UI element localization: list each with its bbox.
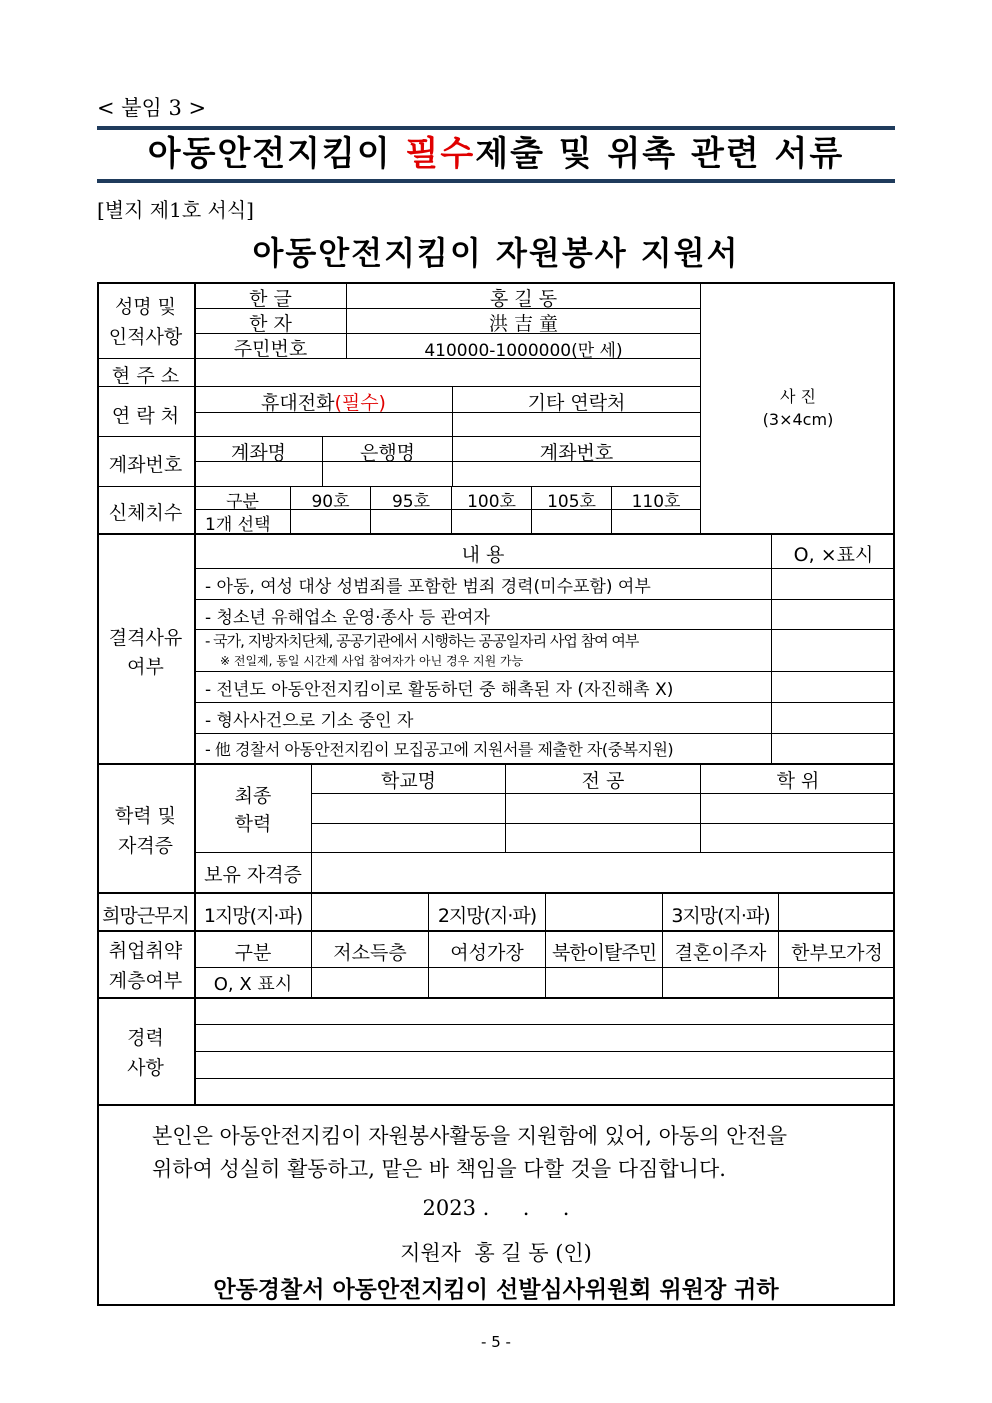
account-label: 계좌번호 [108, 454, 183, 476]
page-number: - 5 - [481, 1333, 511, 1351]
other-contact-label: 기타 연락처 [527, 392, 626, 414]
divider [195, 599, 895, 600]
category-marriage-immigrant: 결혼이주자 [674, 942, 767, 964]
final-education-line2: 학력 [234, 813, 272, 835]
hangul-label: 한 글 [249, 288, 292, 310]
divider [195, 967, 895, 968]
category-low-income: 저소득층 [333, 942, 407, 964]
divider [195, 1024, 895, 1025]
account-holder-label: 계좌명 [230, 442, 287, 464]
disqualification-label-line1: 결격사유 [108, 627, 183, 649]
body-size-label: 신체치수 [108, 502, 183, 524]
category-north-korean-defector: 북한이탈주민 [551, 942, 657, 964]
personal-label-line1: 성명 및 [114, 296, 177, 318]
mobile-header [195, 388, 452, 415]
hanja-name[interactable]: 洪 吉 童 [488, 313, 559, 335]
school-name-label: 학교명 [380, 770, 437, 792]
personal-label-line2: 인적사항 [108, 326, 183, 348]
addressee: 안동경찰서 아동안전지킴이 선발심사위원회 위원장 귀하 [213, 1277, 779, 1303]
divider [195, 1051, 895, 1052]
mobile-required: (필수) [334, 392, 386, 414]
title-part-2: 제출 및 위촉 관련 서류 [475, 134, 845, 174]
divider [778, 894, 779, 930]
id-number-value[interactable]: 410000-1000000(만 세) [424, 341, 623, 361]
divider [311, 823, 895, 824]
divider [195, 568, 895, 569]
photo-column-divider [700, 283, 701, 533]
size-90: 90호 [311, 492, 350, 512]
content-header: 내 용 [461, 544, 505, 566]
second-choice-label: 2지망(지·파) [437, 905, 537, 927]
education-label-line1: 학력 및 [114, 805, 177, 827]
title-bottom-rule [97, 179, 895, 183]
disqualification-item-3: - 국가, 지방자치단체, 공공기관에서 시행하는 공공일자리 사업 참여 여부 [205, 632, 639, 650]
bank-name-label: 은행명 [359, 442, 416, 464]
vulnerable-label-line2: 계층여부 [108, 970, 183, 992]
divider [545, 894, 546, 930]
category-single-parent: 한부모가정 [791, 942, 883, 964]
form-number: [별지 제1호 서식] [97, 198, 254, 222]
career-label-line2: 사항 [127, 1057, 164, 1079]
mobile-label: 휴대전화 [261, 392, 335, 414]
divider [311, 793, 895, 794]
disqualification-item-6: - 他 경찰서 아동안전지킴이 모집공고에 지원서를 제출한 자(중복지원) [205, 740, 674, 759]
hangul-name[interactable]: 홍 길 동 [489, 288, 558, 310]
divider [97, 1104, 895, 1106]
certificate-label: 보유 자격증 [204, 864, 302, 886]
pledge-line-1: 본인은 아동안전지킴이 자원봉사활동을 지원함에 있어, 아동의 안전을 [152, 1124, 788, 1148]
disqualification-item-1: - 아동, 여성 대상 성범죄를 포함한 범죄 경력(미수포함) 여부 [205, 577, 651, 597]
disqualification-item-5: - 형사사건으로 기소 중인 자 [205, 711, 414, 731]
third-choice-label: 3지망(지·파) [671, 905, 770, 927]
size-95: 95호 [391, 492, 431, 512]
disqualification-label-line2: 여부 [127, 656, 164, 678]
form-title: 아동안전지킴이 자원봉사 지원서 [252, 234, 740, 272]
title-part-1: 아동안전지킴이 [147, 134, 406, 174]
address-label: 현 주 소 [111, 365, 180, 387]
degree-label: 학 위 [776, 770, 820, 792]
divider [311, 894, 312, 930]
disqualification-item-2: - 청소년 유해업소 운영·종사 등 관여자 [205, 608, 490, 628]
major-label: 전 공 [581, 770, 625, 792]
disqualification-item-4: - 전년도 아동안전지킴이로 활동하던 중 해촉된 자 (자진해촉 X) [205, 680, 674, 700]
education-label-line2: 자격증 [117, 835, 174, 857]
divider [97, 763, 895, 765]
pledge-date: 2023 . . . [422, 1196, 570, 1220]
attachment-label: < 붙임 3 > [97, 96, 207, 120]
vulnerable-label-line1: 취업취약 [108, 940, 183, 962]
account-number-label: 계좌번호 [539, 442, 614, 464]
divider [771, 535, 772, 763]
disqualification-note: ※ 전일제, 동일 시간제 사업 참여자가 아닌 경우 지원 가능 [220, 654, 524, 668]
title-required-word: 필수 [405, 134, 476, 174]
final-education-line1: 최종 [234, 785, 272, 807]
applicant-signature: 지원자 홍 길 동 (인) [400, 1241, 592, 1265]
divider [195, 702, 895, 703]
pledge-line-2: 위하여 성실히 활동하고, 맡은 바 책임을 다할 것을 다짐합니다. [152, 1157, 726, 1181]
photo-label: 사 진 [780, 387, 816, 406]
desired-location-label: 희망근무지 [102, 905, 189, 927]
divider [97, 436, 700, 437]
divider [97, 997, 895, 999]
mark-header: O, ×표시 [793, 544, 874, 566]
hanja-label: 한 자 [249, 313, 292, 335]
size-select-label: 1개 선택 [205, 515, 271, 535]
category-female-head: 여성가장 [450, 942, 524, 964]
divider [97, 930, 895, 932]
vulnerable-mark-label: O, X 표시 [213, 974, 293, 995]
size-header: 구분 [226, 492, 259, 512]
size-105: 105호 [547, 492, 596, 512]
divider [195, 1078, 895, 1079]
contact-label: 연 락 처 [111, 405, 180, 427]
divider [195, 733, 895, 734]
first-choice-label: 1지망(지·파) [203, 905, 303, 927]
id-number-label: 주민번호 [233, 338, 308, 360]
vulnerable-header: 구분 [234, 942, 272, 964]
size-110: 110호 [631, 492, 681, 512]
divider [195, 852, 895, 853]
photo-size: (3×4cm) [762, 410, 834, 429]
divider [195, 671, 895, 672]
career-label-line1: 경력 [127, 1027, 164, 1049]
size-100: 100호 [467, 492, 516, 512]
divider [97, 892, 895, 894]
page-title [97, 130, 895, 179]
